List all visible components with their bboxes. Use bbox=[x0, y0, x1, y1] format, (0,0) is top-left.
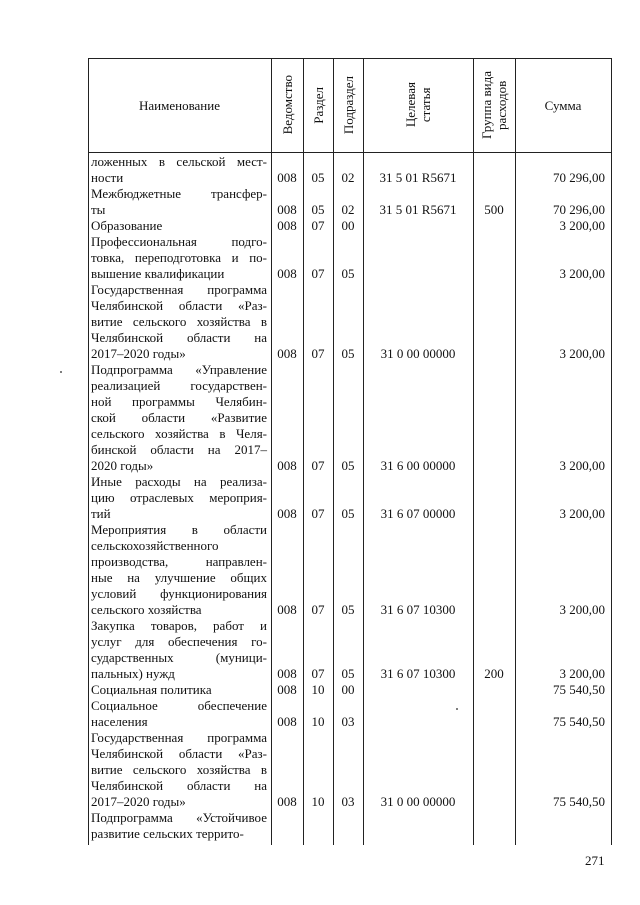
budget-table bbox=[88, 58, 612, 845]
row-name-line: тий bbox=[91, 506, 111, 521]
row-name-line: Государственная программа bbox=[91, 282, 267, 297]
row-name-line: услуг для обеспечения го- bbox=[91, 634, 267, 649]
table-row bbox=[88, 618, 612, 682]
row-name-line: Подпрограмма «Устойчивое bbox=[91, 810, 267, 825]
row-name bbox=[91, 282, 267, 362]
row-razdel: 10 bbox=[311, 682, 325, 697]
header-bottom-border bbox=[88, 152, 612, 153]
row-name bbox=[91, 234, 267, 282]
header-celevaya-text bbox=[403, 82, 433, 127]
row-summa: 75 540,50 bbox=[553, 794, 605, 809]
row-podrazdel: 05 bbox=[341, 458, 355, 473]
row-razdel: 07 bbox=[311, 218, 325, 233]
row-summa: 3 200,00 bbox=[559, 458, 605, 473]
row-name-line: Образование bbox=[91, 218, 163, 233]
row-summa: 3 200,00 bbox=[559, 602, 605, 617]
row-summa: 3 200,00 bbox=[559, 506, 605, 521]
header-summa bbox=[515, 58, 611, 152]
row-ved: 008 bbox=[277, 218, 297, 233]
row-celevaya: 31 5 01 R5671 bbox=[379, 170, 457, 185]
row-celevaya: 31 0 00 00000 bbox=[380, 794, 456, 809]
row-celevaya: 31 6 07 10300 bbox=[380, 666, 456, 681]
row-name bbox=[91, 218, 267, 234]
table-row bbox=[88, 730, 612, 810]
table-row bbox=[88, 810, 612, 842]
row-name bbox=[91, 682, 267, 698]
row-name-line: 2020 годы» bbox=[91, 458, 154, 473]
row-podrazdel: 00 bbox=[341, 218, 355, 233]
row-ved: 008 bbox=[277, 794, 297, 809]
page-number: 271 bbox=[585, 853, 605, 868]
row-ved: 008 bbox=[277, 202, 297, 217]
row-razdel: 10 bbox=[311, 714, 325, 729]
row-ved: 008 bbox=[277, 170, 297, 185]
row-name-line: витие сельского хозяйства в bbox=[91, 762, 267, 777]
header-name bbox=[88, 58, 271, 152]
header-podrazdel bbox=[333, 58, 363, 152]
row-celevaya: 31 5 01 R5671 bbox=[379, 202, 457, 217]
row-name-line: сельского хозяйства в Челя- bbox=[91, 426, 267, 441]
row-ved: 008 bbox=[277, 458, 297, 473]
row-ved: 008 bbox=[277, 602, 297, 617]
scan-speck bbox=[456, 708, 458, 710]
row-name-line: бинской области на 2017– bbox=[91, 442, 267, 457]
row-summa: 3 200,00 bbox=[559, 666, 605, 681]
row-name-line: Закупка товаров, работ и bbox=[91, 618, 267, 633]
row-podrazdel: 05 bbox=[341, 506, 355, 521]
row-name bbox=[91, 154, 267, 186]
row-podrazdel: 03 bbox=[341, 714, 355, 729]
row-celevaya: 31 6 07 10300 bbox=[380, 602, 456, 617]
row-celevaya: 31 0 00 00000 bbox=[380, 346, 456, 361]
row-podrazdel: 05 bbox=[341, 602, 355, 617]
row-summa: 75 540,50 bbox=[553, 682, 605, 697]
row-name-line: пальных) нужд bbox=[91, 666, 175, 681]
row-name-line: условий функционирования bbox=[91, 586, 267, 601]
row-name-line: Челябинской области «Раз- bbox=[91, 298, 267, 313]
row-name-line: Межбюджетные трансфер- bbox=[91, 186, 267, 201]
row-podrazdel: 00 bbox=[341, 682, 355, 697]
header-razdel-text: Раздел bbox=[310, 86, 326, 124]
header-gruppa-text bbox=[479, 71, 509, 139]
row-podrazdel: 05 bbox=[341, 666, 355, 681]
table-row bbox=[88, 154, 612, 186]
row-podrazdel: 05 bbox=[341, 266, 355, 281]
row-name-line: Государственная программа bbox=[91, 730, 267, 745]
row-name-line: сельскохозяйственного bbox=[91, 538, 219, 553]
row-name-line: сударственных (муници- bbox=[91, 650, 267, 665]
table-row bbox=[88, 234, 612, 282]
row-summa: 3 200,00 bbox=[559, 346, 605, 361]
scan-speck bbox=[60, 371, 62, 373]
row-name-line: витие сельского хозяйства в bbox=[91, 314, 267, 329]
table-row bbox=[88, 186, 612, 218]
header-name-text: Наименование bbox=[139, 97, 220, 113]
row-ved: 008 bbox=[277, 346, 297, 361]
row-name-line: Челябинской области «Раз- bbox=[91, 746, 267, 761]
row-razdel: 07 bbox=[311, 266, 325, 281]
row-razdel: 05 bbox=[311, 202, 325, 217]
header-razdel bbox=[303, 58, 333, 152]
row-name bbox=[91, 522, 267, 618]
row-name bbox=[91, 362, 267, 474]
row-name-line: ты bbox=[91, 202, 106, 217]
row-razdel: 10 bbox=[311, 794, 325, 809]
table-row bbox=[88, 698, 612, 730]
row-name-line: Социальная политика bbox=[91, 682, 212, 697]
row-name-line: реализацией государствен- bbox=[91, 378, 267, 393]
row-name bbox=[91, 810, 267, 842]
row-name bbox=[91, 730, 267, 810]
header-podrazdel-text: Подраздел bbox=[340, 75, 356, 135]
row-name-line: ности bbox=[91, 170, 124, 185]
row-ved: 008 bbox=[277, 506, 297, 521]
table-row bbox=[88, 474, 612, 522]
row-name bbox=[91, 186, 267, 218]
row-name-line: 2017–2020 годы» bbox=[91, 794, 186, 809]
row-name-line: цию отраслевых мероприя- bbox=[91, 490, 267, 505]
row-name-line: Подпрограмма «Управление bbox=[91, 362, 267, 377]
row-podrazdel: 03 bbox=[341, 794, 355, 809]
row-name-line: Иные расходы на реализа- bbox=[91, 474, 267, 489]
row-name-line: сельского хозяйства bbox=[91, 602, 202, 617]
row-razdel: 07 bbox=[311, 506, 325, 521]
row-summa: 70 296,00 bbox=[553, 170, 605, 185]
row-name-line: ные на улучшение общих bbox=[91, 570, 267, 585]
row-name-line: вышение квалификации bbox=[91, 266, 225, 281]
row-name-line: Мероприятия в области bbox=[91, 522, 267, 537]
row-celevaya: 31 6 07 00000 bbox=[380, 506, 456, 521]
row-name-line: населения bbox=[91, 714, 148, 729]
row-summa: 3 200,00 bbox=[559, 218, 605, 233]
header-gruppa bbox=[473, 58, 515, 152]
row-ved: 008 bbox=[277, 666, 297, 681]
row-podrazdel: 02 bbox=[341, 170, 355, 185]
row-razdel: 07 bbox=[311, 666, 325, 681]
header-ved-text: Ведомство bbox=[279, 75, 295, 135]
header-celevaya bbox=[363, 58, 473, 152]
row-name bbox=[91, 474, 267, 522]
row-summa: 70 296,00 bbox=[553, 202, 605, 217]
header-summa-text: Сумма bbox=[544, 97, 582, 113]
row-podrazdel: 05 bbox=[341, 346, 355, 361]
row-name-line: Челябинской области на bbox=[91, 330, 267, 345]
row-name bbox=[91, 698, 267, 730]
row-name-line: Социальное обеспечение bbox=[91, 698, 267, 713]
table-row bbox=[88, 218, 612, 234]
row-name-line: Челябинской области на bbox=[91, 778, 267, 793]
row-razdel: 07 bbox=[311, 346, 325, 361]
row-razdel: 07 bbox=[311, 602, 325, 617]
row-name-line: производства, направлен- bbox=[91, 554, 267, 569]
header-gruppa-line: расходов bbox=[494, 80, 509, 130]
row-ved: 008 bbox=[277, 682, 297, 697]
row-name-line: ной программы Челябин- bbox=[91, 394, 267, 409]
header-gruppa-line: Группа вида bbox=[479, 71, 494, 139]
row-name-line: ложенных в сельской мест- bbox=[91, 154, 267, 169]
row-name-line: развитие сельских террито- bbox=[91, 826, 244, 841]
header-ved bbox=[271, 58, 303, 152]
row-gruppa: 500 bbox=[484, 202, 504, 217]
row-name bbox=[91, 618, 267, 682]
row-celevaya: 31 6 00 00000 bbox=[380, 458, 456, 473]
table-row bbox=[88, 522, 612, 618]
row-name-line: ской области «Развитие bbox=[91, 410, 267, 425]
row-name-line: 2017–2020 годы» bbox=[91, 346, 186, 361]
row-summa: 3 200,00 bbox=[559, 266, 605, 281]
row-name-line: товка, переподготовка и по- bbox=[91, 250, 267, 265]
row-gruppa: 200 bbox=[484, 666, 504, 681]
row-razdel: 07 bbox=[311, 458, 325, 473]
table-row bbox=[88, 362, 612, 474]
header-celevaya-line: статья bbox=[418, 87, 433, 123]
row-name-line: Профессиональная подго- bbox=[91, 234, 267, 249]
row-ved: 008 bbox=[277, 266, 297, 281]
row-podrazdel: 02 bbox=[341, 202, 355, 217]
table-row bbox=[88, 682, 612, 698]
header-celevaya-line: Целевая bbox=[403, 82, 418, 128]
row-ved: 008 bbox=[277, 714, 297, 729]
row-razdel: 05 bbox=[311, 170, 325, 185]
table-row bbox=[88, 282, 612, 362]
row-summa: 75 540,50 bbox=[553, 714, 605, 729]
